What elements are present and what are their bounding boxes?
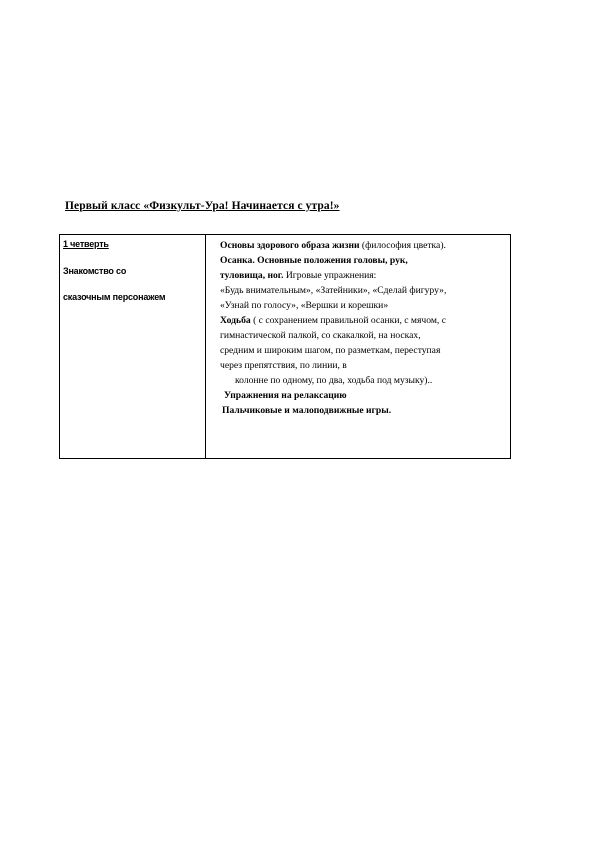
content-line bbox=[220, 268, 510, 283]
page-title: Первый класс «Физкульт-Ура! Начинается с утра!» bbox=[65, 200, 340, 212]
walking-text-line: через препятствия, по линии, в bbox=[220, 360, 347, 371]
walking-text-line: колонне по одному, по два, ходьба под музыку).. bbox=[235, 375, 433, 386]
topic-line-2: сказочным персонажем bbox=[63, 292, 166, 302]
content-line bbox=[220, 238, 510, 253]
topic-line-1: Знакомство со bbox=[63, 266, 127, 276]
content-text: ( с сохранением правильной осанки, с мячом, с bbox=[250, 315, 446, 326]
walking-text-line: гимнастической палкой, со скакалкой, на носках, bbox=[220, 330, 421, 341]
content-text: Игровые упражнения: bbox=[283, 270, 377, 281]
walking-text-line: средним и широким шагом, по разметкам, переступая bbox=[220, 345, 441, 356]
content-text: (философия цветка). bbox=[359, 240, 446, 251]
games-list-line: «Будь внимательным», «Затейники», «Сделай фигуру», bbox=[220, 285, 447, 296]
posture-heading: Осанка. Основные положения головы, рук, bbox=[220, 255, 408, 266]
finger-games-heading: Пальчиковые и малоподвижные игры. bbox=[222, 405, 392, 416]
quarter-column bbox=[60, 235, 206, 458]
healthy-lifestyle-heading: Основы здорового образа жизни bbox=[220, 240, 360, 251]
content-line bbox=[220, 313, 510, 328]
walking-heading: Ходьба bbox=[220, 315, 251, 326]
content-column bbox=[206, 235, 510, 458]
relaxation-heading: Упражнения на релаксацию bbox=[224, 390, 347, 401]
quarter-label: 1 четверть bbox=[63, 239, 109, 249]
lesson-table bbox=[59, 234, 511, 459]
games-list-line: «Узнай по голосу», «Вершки и корешки» bbox=[220, 300, 389, 311]
posture-heading-cont: туловища, ног. bbox=[220, 270, 284, 281]
